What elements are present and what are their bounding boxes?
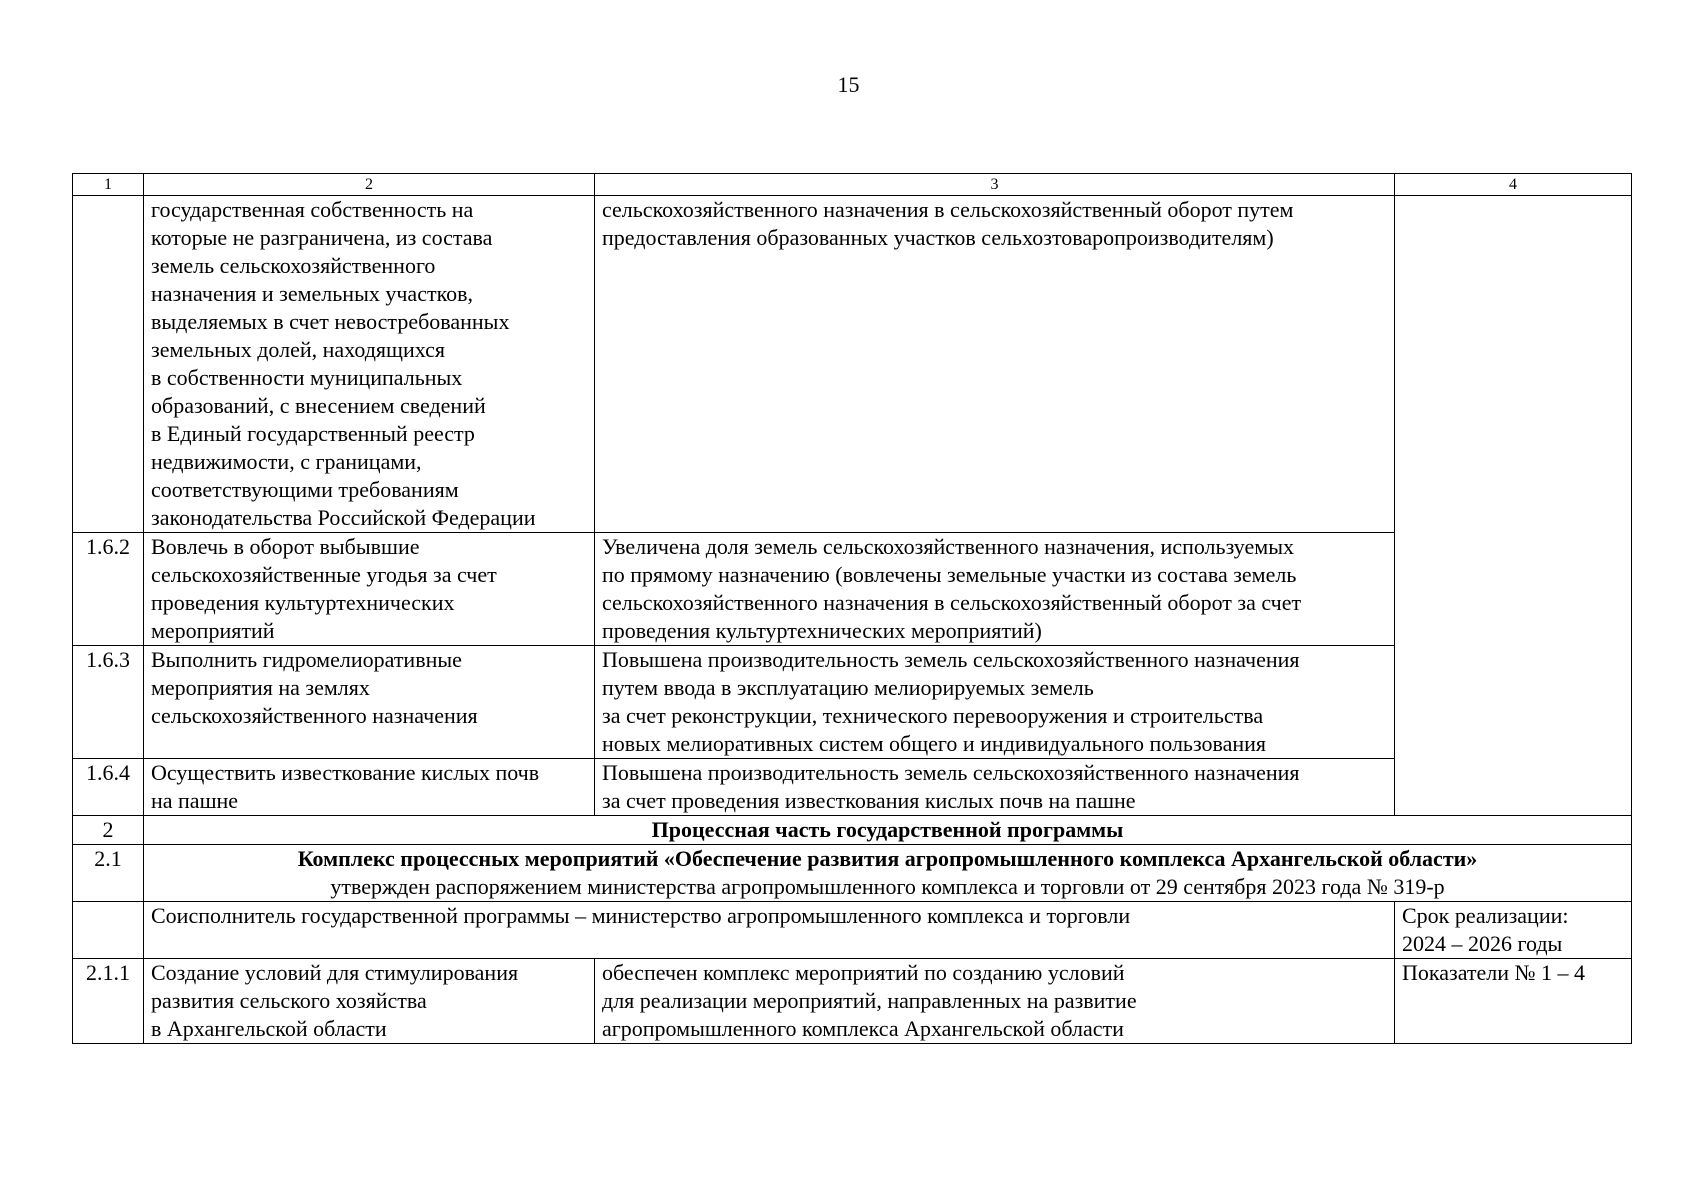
task-line: развития сельского хозяйства [151, 988, 427, 1013]
task-line: Создание условий для стимулирования [151, 960, 519, 985]
page-number: 15 [837, 72, 860, 97]
task-line: в Единый государственный реестр [151, 421, 475, 446]
result-line: Повышена производительность земель сельскохозяйственного назначения [602, 760, 1300, 785]
result-line: по прямому назначению (вовлечены земельные участки из состава земель [602, 562, 1297, 587]
task-line: которые не разграничена, из состава [151, 225, 493, 250]
task-cell [144, 533, 595, 646]
row-number: 1.6.2 [73, 533, 144, 646]
task-line: в Архангельской области [151, 1016, 387, 1041]
result-cell [595, 533, 1395, 646]
section-title: Процессная часть государственной программы [144, 816, 1632, 845]
header-col-1: 1 [73, 174, 144, 196]
indicator-cell: Показатели № 1 – 4 [1395, 959, 1632, 1044]
table-row [73, 196, 1632, 533]
task-cell [144, 646, 595, 759]
row-number: 1.6.3 [73, 646, 144, 759]
term-label: Срок реализации: [1402, 903, 1569, 928]
task-line: проведения культуртехнических [151, 590, 455, 615]
header-col-3: 3 [595, 174, 1395, 196]
section-number: 2 [73, 816, 144, 845]
task-line: законодательства Российской Федерации [151, 505, 536, 530]
empty-number-cell [73, 902, 144, 959]
task-line: земель сельскохозяйственного [151, 253, 436, 278]
task-line: недвижимости, с границами, [151, 449, 422, 474]
coexecutor-row [73, 902, 1632, 959]
result-cell [595, 196, 1395, 533]
task-line: на пашне [151, 788, 239, 813]
subsection-number: 2.1 [73, 845, 144, 902]
table-row [73, 959, 1632, 1044]
indicator-cell-empty [1395, 196, 1632, 816]
result-line: обеспечен комплекс мероприятий по созданию условий [602, 960, 1125, 985]
task-cell [144, 759, 595, 816]
term-cell [1395, 902, 1632, 959]
row-number: 2.1.1 [73, 959, 144, 1044]
subsection-row [73, 845, 1632, 902]
header-col-4: 4 [1395, 174, 1632, 196]
result-cell [595, 646, 1395, 759]
task-line: государственная собственность на [151, 197, 474, 222]
header-col-2: 2 [144, 174, 595, 196]
table-header-row [73, 174, 1632, 196]
task-cell [144, 196, 595, 533]
result-line: сельскохозяйственного назначения в сельскохозяйственный оборот за счет [602, 590, 1302, 615]
task-line: в собственности муниципальных [151, 365, 463, 390]
task-line: мероприятия на землях [151, 675, 370, 700]
result-cell [595, 959, 1395, 1044]
task-line: земельных долей, находящихся [151, 337, 445, 362]
task-cell [144, 959, 595, 1044]
result-line: за счет реконструкции, технического перевооружения и строительства [602, 703, 1264, 728]
task-line: образований, с внесением сведений [151, 393, 486, 418]
task-line: Выполнить гидромелиоративные [151, 647, 462, 672]
result-line: Повышена производительность земель сельскохозяйственного назначения [602, 647, 1300, 672]
result-line: сельскохозяйственного назначения в сельскохозяйственный оборот путем [602, 197, 1294, 222]
task-line: выделяемых в счет невостребованных [151, 309, 510, 334]
task-line: назначения и земельных участков, [151, 281, 474, 306]
result-line: путем ввода в эксплуатацию мелиорируемых земель [602, 675, 1094, 700]
result-line: новых мелиоративных систем общего и индивидуального пользования [602, 731, 1267, 756]
subsection-subtitle: утвержден распоряжением министерства агропромышленного комплекса и торговли от 29 сентября 2023 года № 319-р [330, 874, 1445, 899]
task-line: Вовлечь в оборот выбывшие [151, 534, 420, 559]
section-row [73, 816, 1632, 845]
task-line: мероприятий [151, 618, 275, 643]
result-line: предоставления образованных участков сельхозтоваропроизводителям) [602, 225, 1274, 250]
result-line: Увеличена доля земель сельскохозяйственного назначения, используемых [602, 534, 1294, 559]
row-number [73, 196, 144, 533]
result-line: за счет проведения известкования кислых почв на пашне [602, 788, 1136, 813]
subsection-cell [144, 845, 1632, 902]
term-value: 2024 – 2026 годы [1402, 931, 1563, 956]
task-line: сельскохозяйственного назначения [151, 703, 478, 728]
result-line: агропромышленного комплекса Архангельской области [602, 1016, 1124, 1041]
task-line: сельскохозяйственные угодья за счет [151, 562, 497, 587]
program-table [72, 173, 1632, 1044]
task-line: Осуществить известкование кислых почв [151, 760, 540, 785]
subsection-title: Комплекс процессных мероприятий «Обеспечение развития агропромышленного комплекса Архангельской области» [297, 846, 1478, 871]
result-line: для реализации мероприятий, направленных на развитие [602, 988, 1137, 1013]
coexecutor-text: Соисполнитель государственной программы – министерство агропромышленного комплекса и торговли [144, 902, 1395, 959]
result-cell [595, 759, 1395, 816]
result-line: проведения культуртехнических мероприятий) [602, 618, 1042, 643]
task-line: соответствующими требованиям [151, 477, 459, 502]
row-number: 1.6.4 [73, 759, 144, 816]
